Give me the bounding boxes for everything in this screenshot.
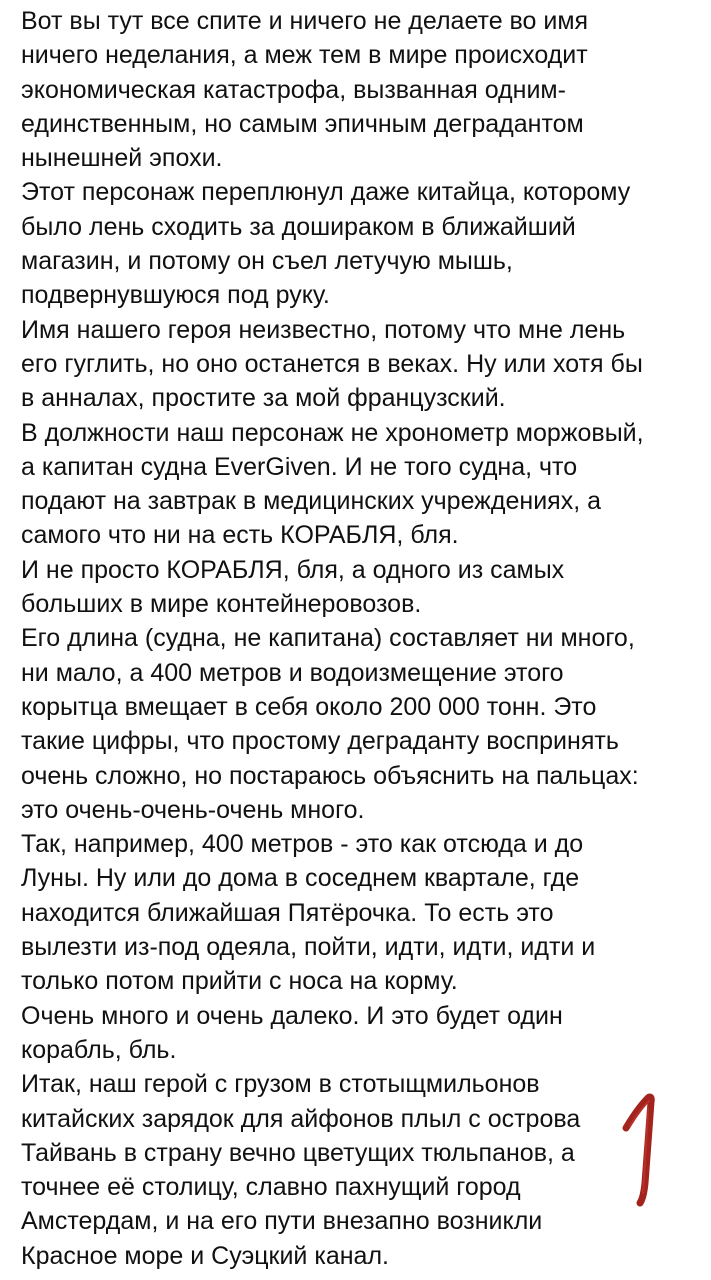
text-line: подают на завтрак в медицинских учреждениях, а: [21, 487, 602, 516]
text-line: Этот персонаж переплюнул даже китайца, которому: [21, 178, 631, 207]
text-line: Так, например, 400 метров - это как отсюда и до: [21, 830, 584, 859]
text-line: Вот вы тут все спите и ничего не делаете во имя: [21, 7, 589, 35]
text-line: И не просто КОРАБЛЯ, бля, а одного из самых: [21, 555, 565, 584]
text-line: корабль, бль.: [21, 1035, 177, 1064]
text-line: единственным, но самым эпичным деградантом: [21, 109, 584, 138]
post-text: [21, 4, 701, 1273]
text-line: Красное море и Суэцкий канал.: [21, 1241, 389, 1270]
text-line: Тайвань в страну вечно цветущих тюльпанов, а: [21, 1138, 575, 1167]
text-line: больших в мире контейнеровозов.: [21, 590, 422, 619]
text-line: точнее её столицу, славно пахнущий город: [21, 1173, 521, 1202]
text-line: китайских зарядок для айфонов плыл с острова: [21, 1104, 581, 1133]
text-line: нынешней эпохи.: [21, 144, 223, 173]
text-line: Итак, наш герой с грузом в стотыщмильонов: [21, 1070, 540, 1099]
text-line: очень сложно, но постараюсь объяснить на пальцах:: [21, 761, 639, 790]
text-line: подвернувшуюся под руку.: [21, 281, 330, 310]
text-line: его гуглить, но оно останется в веках. Ну или хотя бы: [21, 349, 643, 378]
text-line: ни мало, а 400 метров и водоизмещение этого: [21, 658, 564, 687]
text-line: корытца вмещает в себя около 200 000 тонн. Это: [21, 692, 597, 721]
text-line: в анналах, простите за мой французский.: [21, 384, 506, 413]
text-line: было лень сходить за дошираком в ближайший: [21, 212, 576, 241]
text-line: находится ближайшая Пятёрочка. То есть это: [21, 898, 554, 927]
text-line: только потом прийти с носа на корму.: [21, 967, 458, 996]
text-line: это очень-очень-очень много.: [21, 795, 365, 824]
text-line: ничего неделания, а меж тем в мире происходит: [21, 41, 588, 70]
text-line: а капитан судна EverGiven. И не того судна, что: [21, 452, 578, 481]
text-line: самого что ни на есть КОРАБЛЯ, бля.: [21, 521, 459, 550]
text-line: магазин, и потому он съел летучую мышь,: [21, 247, 513, 276]
text-line: Его длина (судна, не капитана) составляет ни много,: [21, 624, 635, 653]
text-line: вылезти из-под одеяла, пойти, идти, идти, идти и: [21, 933, 596, 962]
text-line: экономическая катастрофа, вызванная одним-: [21, 75, 566, 104]
text-line: такие цифры, что простому деграданту воспринять: [21, 727, 619, 756]
text-line: Луны. Ну или до дома в соседнем квартале, где: [21, 864, 580, 893]
handwritten-number-marker: [618, 1088, 668, 1208]
text-line: В должности наш персонаж не хронометр моржовый,: [21, 418, 644, 447]
text-line: Амстердам, и на его пути внезапно возникли: [21, 1207, 543, 1236]
text-line: Очень много и очень далеко. И это будет один: [21, 1001, 563, 1030]
text-line: Имя нашего героя неизвестно, потому что мне лень: [21, 315, 626, 344]
